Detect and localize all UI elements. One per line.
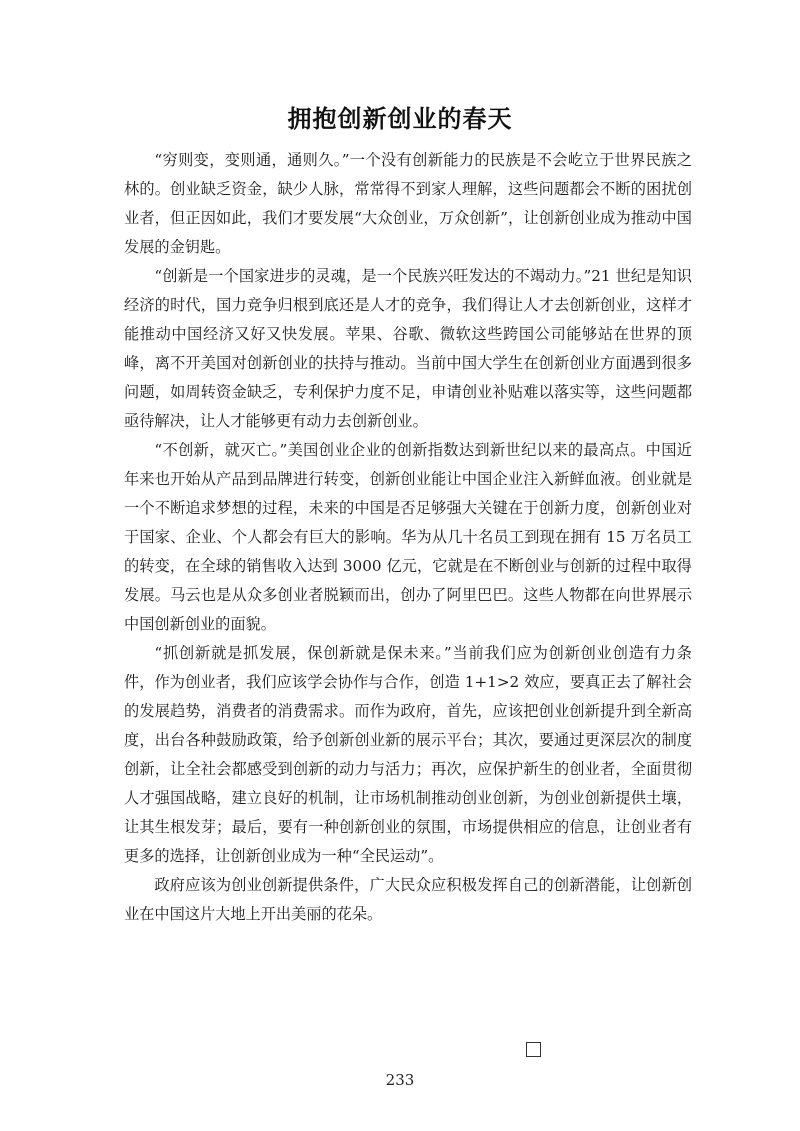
paragraph-5: 政府应该为创业创新提供条件，广大民众应积极发挥自己的创新潜能，让创新创业在中国这片大地上开出美丽的花朵。 <box>124 876 692 923</box>
checkbox-square-icon <box>526 1042 541 1057</box>
paragraph-4: “抓创新就是抓发展，保创新就是保未来。”当前我们应为创新创业创造有力条件，作为创业者，我们应该学会协作与合作，创造 1+1>2 效应，要真正去了解社会的发展趋势，消费者的消费需求。而作为政府，首先，应该把创业创新提升到全新高度，出台各种鼓励政策，给予创新创业新的展示平台；其次，要通过更深层次的制度创新，让全社会都感受到创新的动力与活力；再次，应保护新生的创业者，全面贯彻人才强国战略，建立良好的机制，让市场机制推动创业创新，为创业创新提供土壤，让其生根发芽；最后，要有一种创新创业的氛围，市场提供相应的信息，让创业者有更多的选择，让创新创业成为一种“全民运动”。 <box>124 644 692 865</box>
document-body <box>124 146 692 929</box>
page-number: 233 <box>385 1071 415 1089</box>
document-title: 拥抱创新创业的春天 <box>287 105 513 133</box>
paragraph-1: “穷则变，变则通，通则久。”一个没有创新能力的民族是不会屹立于世界民族之林的。创业缺乏资金，缺少人脉，常常得不到家人理解，这些问题都会不断的困扰创业者，但正因如此，我们才要发展“大众创业，万众创新”，让创新创业成为推动中国发展的金钥匙。 <box>124 151 692 256</box>
paragraph-3: “不创新，就灭亡。”美国创业企业的创新指数达到新世纪以来的最高点。中国近年来也开始从产品到品牌进行转变，创新创业能让中国企业注入新鲜血液。创业就是一个不断追求梦想的过程，未来的中国是否足够强大关键在于创新力度，创新创业对于国家、企业、个人都会有巨大的影响。华为从几十名员工到现在拥有 15 万名员工的转变，在全球的销售收入达到 3000 亿元，它就是在不断创业与创新的过程中取得发展。马云也是从众多创业者脱颖而出，创办了阿里巴巴。这些人物都在向世界展示中国创新创业的面貌。 <box>124 441 692 633</box>
paragraph-2: “创新是一个国家进步的灵魂，是一个民族兴旺发达的不竭动力。”21 世纪是知识经济的时代，国力竞争归根到底还是人才的竞争，我们得让人才去创新创业，这样才能推动中国经济又好又快发展。苹果、谷歌、微软这些跨国公司能够站在世界的顶峰，离不开美国对创新创业的扶持与推动。当前中国大学生在创新创业方面遇到很多问题，如周转资金缺乏，专利保护力度不足，申请创业补贴难以落实等，这些问题都亟待解决，让人才能够更有动力去创新创业。 <box>124 267 692 430</box>
